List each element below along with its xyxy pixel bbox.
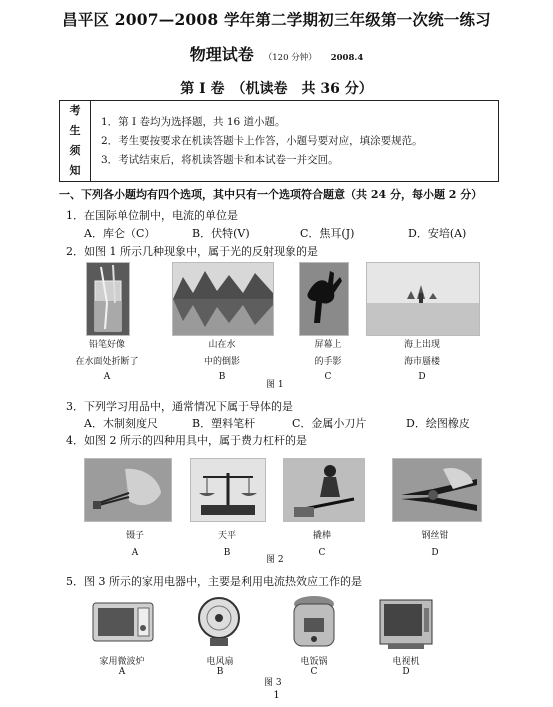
fig3-caption-b: 电风扇	[206, 657, 234, 667]
question-2-stem: 2．如图 1 所示几种现象中，属于光的反射现象的是	[66, 245, 318, 258]
caption-line: 海市蜃楼	[403, 357, 440, 367]
caption-line: 的手影	[314, 357, 342, 367]
notice-item: 2．考生要按要求在机读答题卡上作答，小题号要对应，填涂要规范。	[101, 135, 423, 147]
tweezers-photo	[84, 458, 172, 522]
rice-cooker-photo	[290, 594, 338, 652]
option-b: B．塑料笔杆	[192, 417, 256, 430]
mountain-reflection-icon	[173, 263, 273, 335]
pencil-in-water-icon	[87, 263, 129, 335]
option-b: B．伏特(V)	[192, 227, 250, 240]
notice-box	[59, 100, 499, 182]
television-photo	[378, 598, 434, 650]
question-3-stem: 3．下列学习用品中，通常情况下属于导体的是	[66, 400, 293, 413]
hand-shadow-icon	[300, 263, 348, 335]
figure-1-label: 图 1	[266, 380, 284, 390]
electric-fan-photo	[196, 596, 242, 648]
tweezers-icon	[85, 459, 171, 521]
figure-2-label: 图 2	[266, 555, 284, 565]
electric-fan-icon	[196, 596, 242, 648]
fig1-label-b: B	[218, 372, 226, 382]
fig2-label-a: A	[131, 548, 139, 558]
exam-date: 2008.4	[330, 53, 364, 63]
question-4-stem: 4．如图 2 所示的四种用具中，属于费力杠杆的是	[66, 434, 307, 447]
balance-scale-icon	[191, 459, 265, 521]
fig3-caption-c: 电饭锅	[300, 657, 328, 667]
exam-title: 昌平区 2007—2008 学年第二学期初三年级第一次统一练习	[62, 10, 491, 29]
microwave-photo	[92, 600, 154, 644]
rice-cooker-icon	[290, 594, 338, 652]
notice-label	[60, 101, 91, 181]
fig3-caption-a: 家用微波炉	[99, 657, 145, 667]
exam-duration: （120 分钟）	[263, 53, 317, 63]
fig3-label-b: B	[216, 667, 224, 677]
option-d: D．绘图橡皮	[406, 417, 470, 430]
caption-line: 海上出现	[403, 340, 440, 350]
wire-pliers-photo	[392, 458, 482, 522]
option-c: C．金属小刀片	[292, 417, 367, 430]
fig3-caption-d: 电视机	[392, 657, 420, 667]
question-5-stem: 5．图 3 所示的家用电器中，主要是利用电流热效应工作的是	[66, 575, 362, 588]
fig3-label-d: D	[402, 667, 410, 677]
notice-list	[91, 101, 423, 181]
fig2-label-b: B	[223, 548, 231, 558]
fig2-label-d: D	[431, 548, 439, 558]
fig1-caption-c	[288, 339, 368, 369]
fig2-caption-b: 天平	[217, 531, 236, 541]
page-number: 1	[273, 690, 280, 701]
question-3-options	[84, 415, 514, 431]
fig3-label-c: C	[310, 667, 318, 677]
notice-item: 3．考试结束后，将机读答题卡和本试卷一并交回。	[101, 154, 339, 166]
pencil-in-water-photo	[86, 262, 130, 336]
section-heading: 一、下列各小题均有四个选项，其中只有一个选项符合题意（共 24 分，每小题 2 分）	[59, 188, 483, 201]
caption-line: 铅笔好像	[88, 340, 125, 350]
crowbar-icon	[284, 459, 364, 521]
option-d: D．安培(A)	[408, 227, 467, 240]
exam-subject	[0, 42, 553, 65]
fig1-caption-b	[182, 339, 262, 369]
notice-label-char: 须	[69, 144, 81, 157]
fig2-caption-c: 撬棒	[312, 531, 331, 541]
notice-item: 1．第 I 卷均为选择题，共 16 道小题。	[101, 116, 286, 128]
hand-shadow-photo	[299, 262, 349, 336]
microwave-icon	[92, 600, 154, 644]
notice-label-char: 知	[69, 164, 81, 177]
mirage-icon	[367, 263, 479, 335]
subject-name: 物理试卷	[189, 45, 254, 64]
fig2-label-c: C	[318, 548, 326, 558]
fig1-caption-a	[67, 339, 147, 369]
option-c: C．焦耳(J)	[300, 227, 355, 240]
caption-line: 在水面处折断了	[75, 357, 139, 367]
fig3-label-a: A	[118, 667, 126, 677]
fig2-caption-a: 镊子	[125, 531, 144, 541]
question-1-options	[84, 225, 516, 241]
caption-line: 山在水	[208, 340, 236, 350]
television-icon	[378, 598, 434, 650]
fig2-caption-d: 钢丝钳	[421, 531, 449, 541]
wire-pliers-icon	[393, 459, 481, 521]
fig1-label-d: D	[418, 372, 426, 382]
option-a: A．木制刻度尺	[84, 417, 158, 430]
fig1-label-a: A	[103, 372, 111, 382]
question-1-stem: 1．在国际单位制中，电流的单位是	[66, 209, 238, 222]
notice-label-char: 考	[69, 104, 81, 117]
crowbar-photo	[283, 458, 365, 522]
notice-label-char: 生	[69, 124, 81, 137]
balance-scale-photo	[190, 458, 266, 522]
caption-line: 中的倒影	[203, 357, 240, 367]
figure-3-label: 图 3	[264, 678, 282, 688]
mirage-photo	[366, 262, 480, 336]
caption-line: 屏幕上	[314, 340, 342, 350]
mountain-reflection-photo	[172, 262, 274, 336]
fig1-label-c: C	[324, 372, 332, 382]
fig1-caption-d	[382, 339, 462, 369]
option-a: A．库仑（C）	[84, 227, 156, 240]
volume-heading: 第 I 卷 （机读卷 共 36 分）	[180, 81, 373, 97]
